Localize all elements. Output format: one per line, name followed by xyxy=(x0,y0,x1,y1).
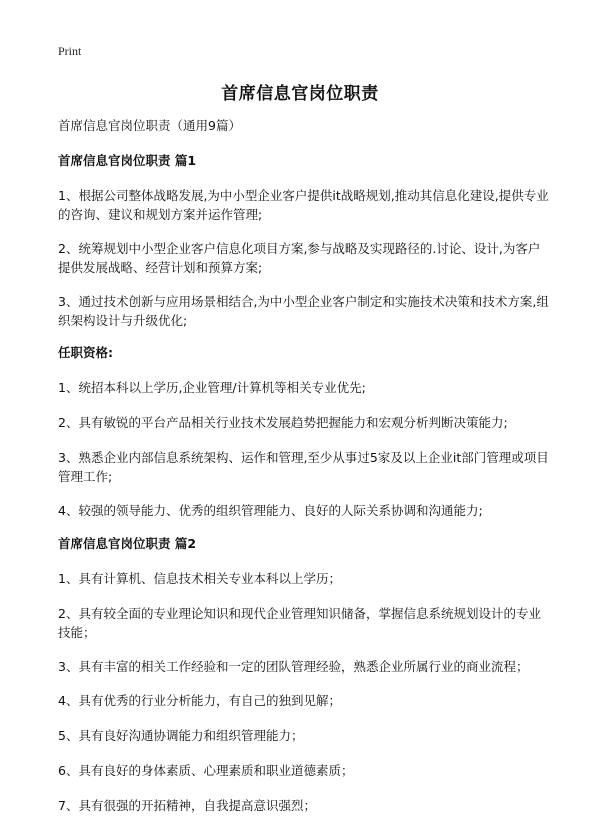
document-body xyxy=(58,118,550,831)
section-heading-1: 首席信息官岗位职责 篇1 xyxy=(58,153,197,168)
list-item: 3、通过技术创新与应用场景相结合,为中小型企业客户制定和实施技术决策和技术方案,组织架构设计与升级优化; xyxy=(58,294,549,328)
list-item: 5、具有良好沟通协调能力和组织管理能力； xyxy=(58,728,304,743)
list-item: 1、根据公司整体战略发展,为中小型企业客户提供it战略规划,推动其信息化建设,提供专业的咨询、建议和规划方案并运作管理; xyxy=(58,188,549,222)
list-item: 2、统筹规划中小型企业客户信息化项目方案,参与战略及实现路径的.讨论、设计,为客户提供发展战略、经营计划和预算方案; xyxy=(58,241,541,275)
list-item: 3、熟悉企业内部信息系统架构、运作和管理,至少从事过5家及以上企业it部门管理或项目管理工作; xyxy=(58,450,549,484)
document-subtitle: 首席信息官岗位职责（通用9篇） xyxy=(58,118,241,133)
list-item: 1、具有计算机、信息技术相关专业本科以上学历； xyxy=(58,571,341,586)
qualifications-heading: 任职资格: xyxy=(58,345,113,360)
list-item: 2、具有较全面的专业理论知识和现代企业管理知识储备，掌握信息系统规划设计的专业技能； xyxy=(58,606,541,640)
list-item: 4、具有优秀的行业分析能力，有自己的独到见解； xyxy=(58,693,341,708)
section-heading-2: 首席信息官岗位职责 篇2 xyxy=(58,536,197,551)
page-title: 首席信息官岗位职责 xyxy=(221,84,379,104)
list-item: 4、较强的领导能力、优秀的组织管理能力、良好的人际关系协调和沟通能力; xyxy=(58,503,483,518)
print-label[interactable]: Print xyxy=(58,44,82,58)
list-item: 2、具有敏锐的平台产品相关行业技术发展趋势把握能力和宏观分析判断决策能力; xyxy=(58,415,508,430)
list-item: 7、具有很强的开拓精神，自我提高意识强烈； xyxy=(58,798,316,813)
list-item: 3、具有丰富的相关工作经验和一定的团队管理经验，熟悉企业所属行业的商业流程； xyxy=(58,659,529,674)
list-item: 6、具有良好的身体素质、心理素质和职业道德素质； xyxy=(58,763,354,778)
list-item: 1、统招本科以上学历,企业管理/计算机等相关专业优先; xyxy=(58,380,366,395)
